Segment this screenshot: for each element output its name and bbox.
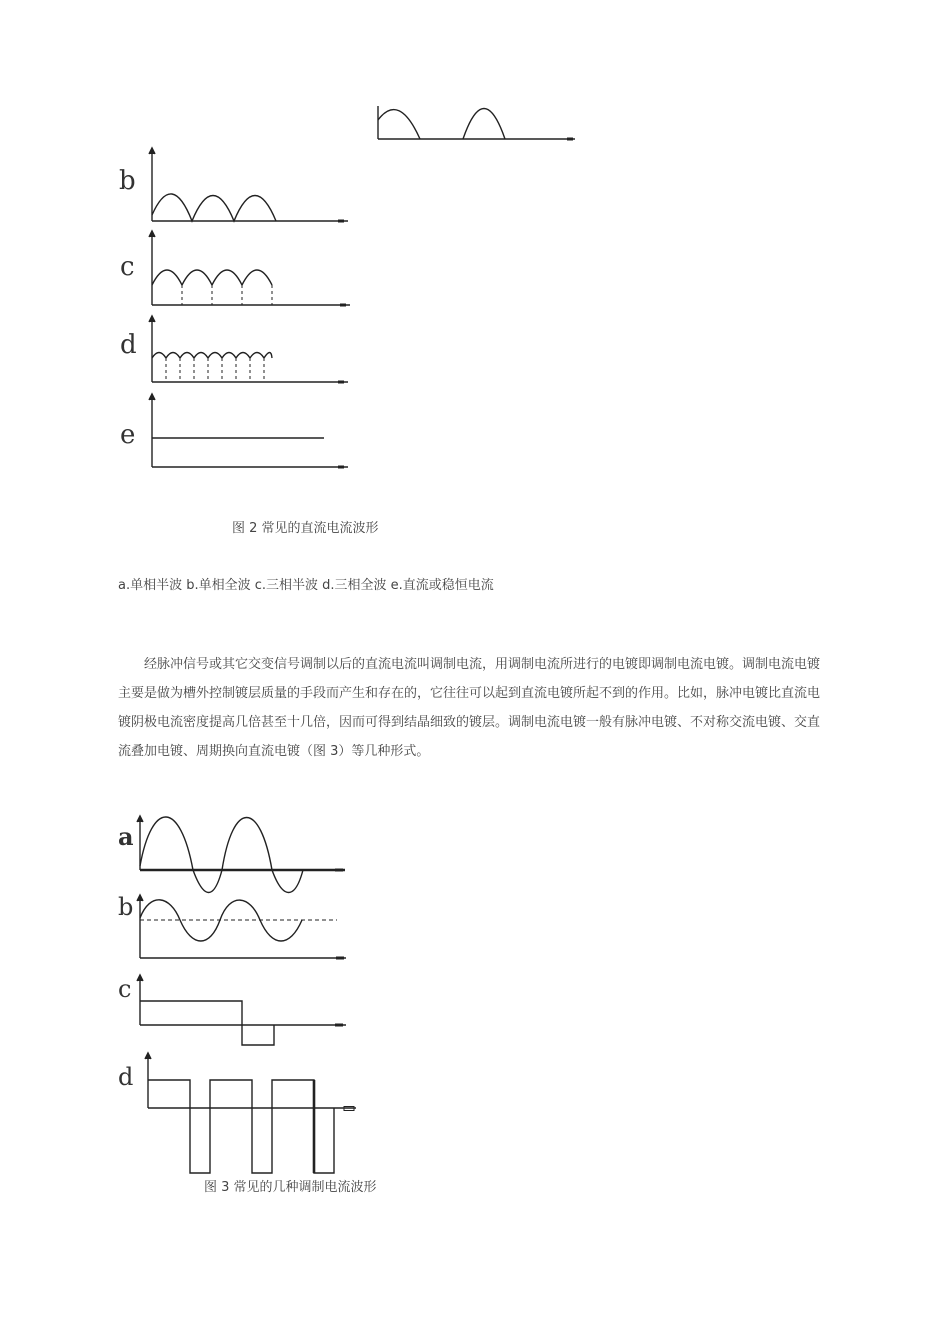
figure2-caption: 图 2 常见的直流电流波形 — [232, 521, 379, 536]
fig2-panel-e-waveform — [149, 394, 348, 469]
fig2-panel-b-waveform — [149, 148, 348, 223]
fig3-panel-d-waveform — [145, 1053, 356, 1173]
fig2-label-c: c — [120, 252, 135, 282]
fig2-label-e: e — [120, 420, 136, 450]
fig3-label-d: d — [118, 1063, 134, 1091]
fig3-label-a: a — [118, 822, 134, 851]
figure3-caption: 图 3 常见的几种调制电流波形 — [204, 1180, 377, 1195]
fig3-panel-a-waveform — [137, 816, 345, 893]
figure2-legend: a.单相半波 b.单相全波 c.三相半波 d.三相全波 e.直流或稳恒电流 — [118, 578, 494, 593]
fig3-panel-c-waveform — [137, 975, 346, 1045]
fig3-label-b: b — [118, 893, 134, 921]
fig2-label-b: b — [119, 166, 136, 196]
fig2-panel-d-waveform — [149, 316, 348, 384]
fig2-label-d: d — [120, 330, 137, 360]
body-paragraph: 经脉冲信号或其它交变信号调制以后的直流电流叫调制电流，用调制电流所进行的电镀即调制电流电镀。调制电流电镀主要是做为槽外控制镀层质量的手段而产生和存在的，它往往可以起到直流电镀所起不到的作用。比如，脉冲电镀比直流电镀阴极电流密度提高几倍甚至十几倍，因而可得到结晶细致的镀层。调制电流电镀一般有脉冲电镀、不对称交流电镀、交直流叠加电镀、周期换向直流电镀（图 3）等几种形式。 — [118, 657, 821, 759]
fig3-panel-b-waveform — [137, 895, 346, 960]
fig2-panel-a-waveform — [378, 106, 575, 141]
fig3-label-c: c — [118, 975, 132, 1003]
fig2-panel-c-waveform — [149, 231, 350, 307]
